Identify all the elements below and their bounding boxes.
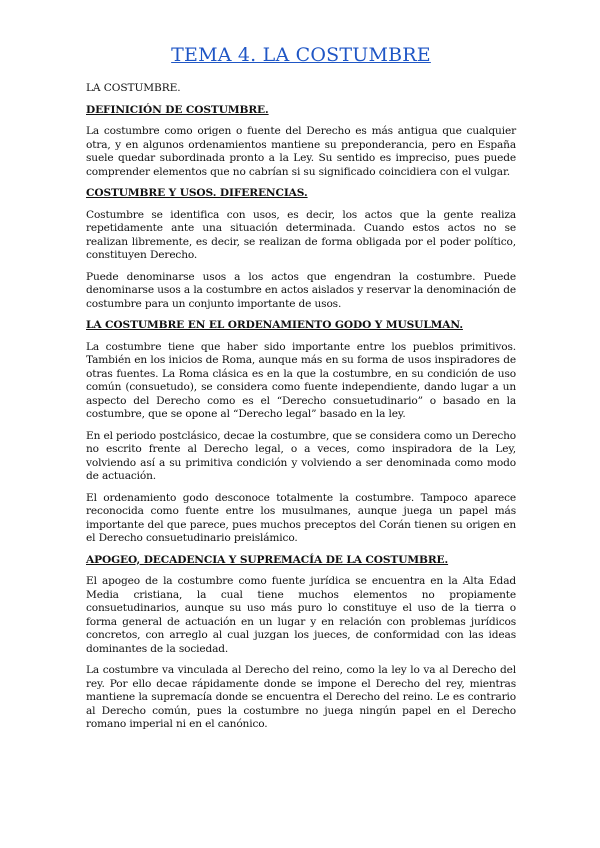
paragraph: En el periodo postclásico, decae la costumbre, que se considera como un Derecho no escrito frente al Derecho legal, o a veces, como inspiradora de la Ley, volviendo así a su primitiva condición y volviendo a ser denominada como modo de actuación. (86, 429, 517, 482)
intro-line: LA COSTUMBRE. (86, 82, 181, 94)
paragraph: La costumbre tiene que haber sido importante entre los pueblos primitivos. También en los inicios de Roma, aunque más en su forma de usos inspiradores de otras fuentes. La Roma clásica es en la que la costumbre, en su condición de uso común (consuetudo), se considera como fuente independiente, dando lugar a un aspecto del Derecho como es el “Derecho consuetudinario” o basado en la costumbre, que se opone al “Derecho legal” basado en la ley. (86, 340, 516, 420)
section-definicion (86, 104, 516, 180)
paragraph: La costumbre va vinculada al Derecho del reino, como la ley lo va al Derecho del rey. Por ello decae rápidamente donde se impone el Derecho del rey, mientras mantiene la supremacía donde se encuentra el Derecho del reino. Le es contrario al Derecho común, pues la costumbre no juega ningún papel en el Derecho romano imperial ni en el canónico. (86, 664, 516, 730)
section-heading: APOGEO, DECADENCIA Y SUPREMACÍA DE LA COSTUMBRE. (86, 553, 449, 566)
section-heading: DEFINICIÓN DE COSTUMBRE. (86, 103, 269, 116)
paragraph: La costumbre como origen o fuente del Derecho es más antigua que cualquier otra, y en algunos ordenamientos mantiene su preponderancia, pero en España suele quedar subordinada pronto a la Ley. Su sentido es impreciso, pues puede comprender elementos que no cabrían si su significado coincidiera con el vulgar. (86, 125, 516, 178)
section-costumbre-usos (86, 187, 516, 311)
paragraph: Costumbre se identifica con usos, es decir, los actos que la gente realiza repetidamente ante una situación determinada. Cuando estos actos no se realizan libremente, es decir, se realizan de forma obligada por el poder político, constituyen Derecho. (86, 208, 516, 261)
paragraph: Puede denominarse usos a los actos que engendran la costumbre. Puede denominarse usos a la costumbre en actos aislados y reservar la denominación de costumbre para un conjunto importante de usos. (86, 270, 516, 310)
section-heading: LA COSTUMBRE EN EL ORDENAMIENTO GODO Y MUSULMAN. (86, 319, 463, 331)
paragraph: El ordenamiento godo desconoce totalmente la costumbre. Tampoco aparece reconocida como fuente entre los musulmanes, aunque juega un papel más importante del que parece, pues muchos preceptos del Corán tienen su origen en el Derecho consuetudinario preislámico. (86, 491, 516, 544)
paragraph: El apogeo de la costumbre como fuente jurídica se encuentra en la Alta Edad Media cristiana, la cual tiene muchos elementos no propiamente consuetudinarios, aunque su uso más puro lo constituye el uso de la tierra o forma general de actuación en un lugar y en relación con problemas jurídicos concretos, con arreglo al cual juzgan los jueces, de conformidad con las ideas dominantes de la sociedad. (86, 575, 516, 655)
document-page (86, 44, 516, 740)
section-heading: COSTUMBRE Y USOS. DIFERENCIAS. (86, 187, 308, 199)
page-title: TEMA 4. LA COSTUMBRE (171, 44, 431, 66)
section-godo-musulman (86, 319, 516, 546)
section-apogeo (86, 554, 516, 732)
